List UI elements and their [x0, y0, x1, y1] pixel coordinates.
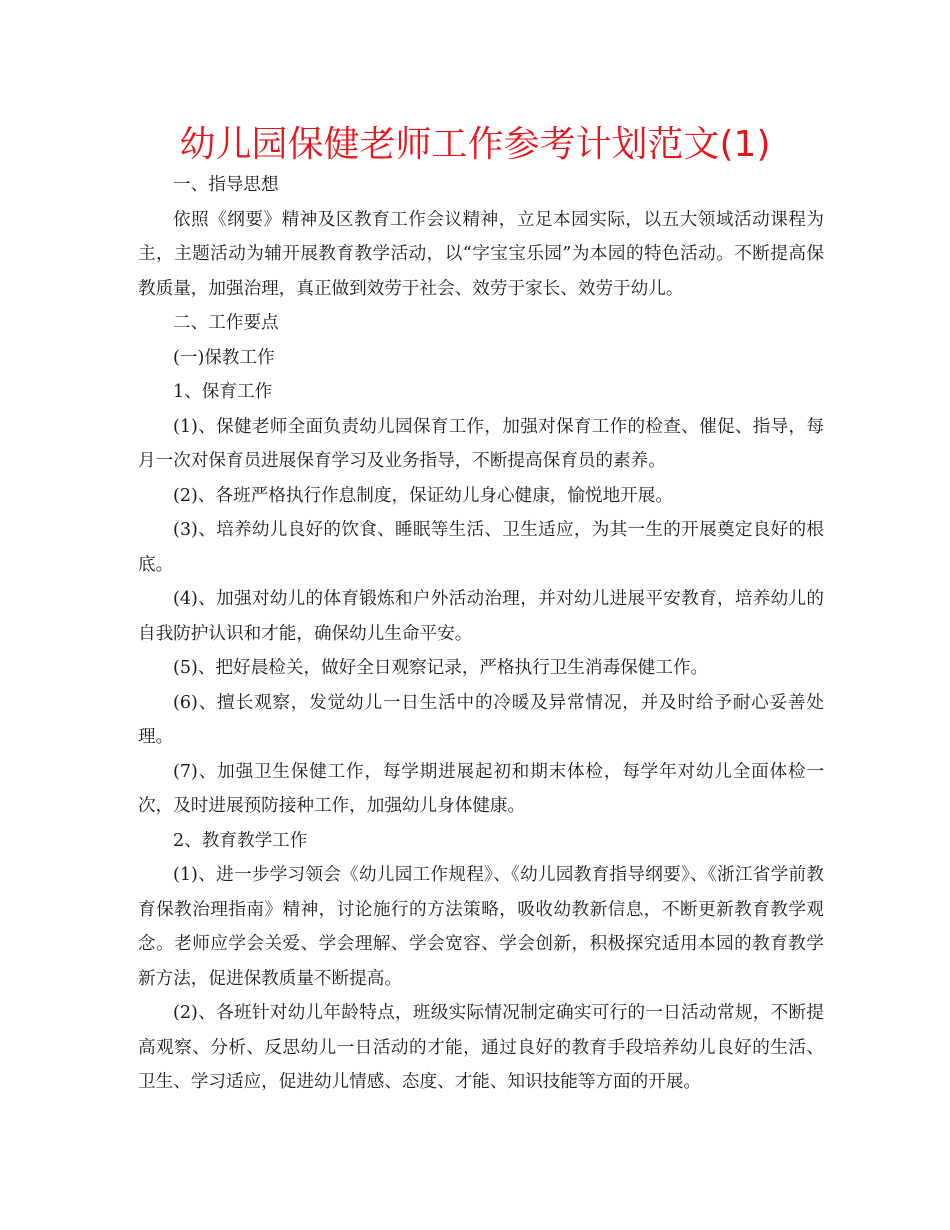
paragraph-teaching-item-2: (2)、各班针对幼儿年龄特点，班级实际情况制定确实可行的一日活动常规，不断提高观察、分析、反思幼儿一日活动的才能，通过良好的教育手段培养幼儿良好的生活、卫生、学习适应，促进幼儿情感、态度、才能、知识技能等方面的开展。 [138, 1003, 824, 1092]
paragraph-teaching-item-1: (1)、进一步学习领会《幼儿园工作规程》、《幼儿园教育指导纲要》、《浙江省学前教育保教治理指南》精神，讨论施行的方法策略，吸收幼教新信息，不断更新教育教学观念。老师应学会关爱、学会理解、学会宽容、学会创新，积极探究适用本园的教育教学新方法，促进保教质量不断提高。 [138, 865, 824, 989]
paragraph-item-2: (2)、各班严格执行作息制度，保证幼儿身心健康，愉悦地开展。 [173, 485, 673, 506]
paragraph-guiding-ideology: 依照《纲要》精神及区教育工作会议精神，立足本园实际，以五大领域活动课程为主，主题活动为辅开展教育教学活动，以“字宝宝乐园”为本园的特色活动。不断提高保教质量，加强治理，真正做到效劳于社会、效劳于家长、效劳于幼儿。 [138, 209, 824, 299]
heading-care-education-work: (一)保教工作 [173, 347, 275, 368]
paragraph-item-1: (1)、保健老师全面负责幼儿园保育工作，加强对保育工作的检查、催促、指导，每月一次对保育员进展保育学习及业务指导，不断提高保育员的素养。 [138, 416, 824, 471]
heading-childcare-work: 1、保育工作 [173, 382, 273, 402]
paragraph-item-5: (5)、把好晨检关，做好全日观察记录，严格执行卫生消毒保健工作。 [173, 658, 709, 678]
document-title: 幼儿园保健老师工作参考计划范文(1) [179, 124, 771, 165]
heading-teaching-work: 2、教育教学工作 [173, 830, 308, 851]
paragraph-item-3: (3)、培养幼儿良好的饮食、睡眠等生活、卫生适应，为其一生的开展奠定良好的根底。 [138, 520, 824, 575]
paragraph-item-6: (6)、擅长观察，发觉幼儿一日生活中的冷暖及异常情况，并及时给予耐心妥善处理。 [138, 692, 824, 747]
heading-guiding-ideology: 一、指导思想 [173, 175, 279, 195]
paragraph-item-4: (4)、加强对幼儿的体育锻炼和户外活动治理，并对幼儿进展平安教育，培养幼儿的自我防护认识和才能，确保幼儿生命平安。 [138, 589, 824, 644]
paragraph-item-7: (7)、加强卫生保健工作，每学期进展起初和期末体检，每学年对幼儿全面体检一次，及时进展预防接种工作，加强幼儿身体健康。 [138, 761, 824, 816]
heading-work-points: 二、工作要点 [173, 313, 279, 333]
document-body [138, 168, 824, 1100]
